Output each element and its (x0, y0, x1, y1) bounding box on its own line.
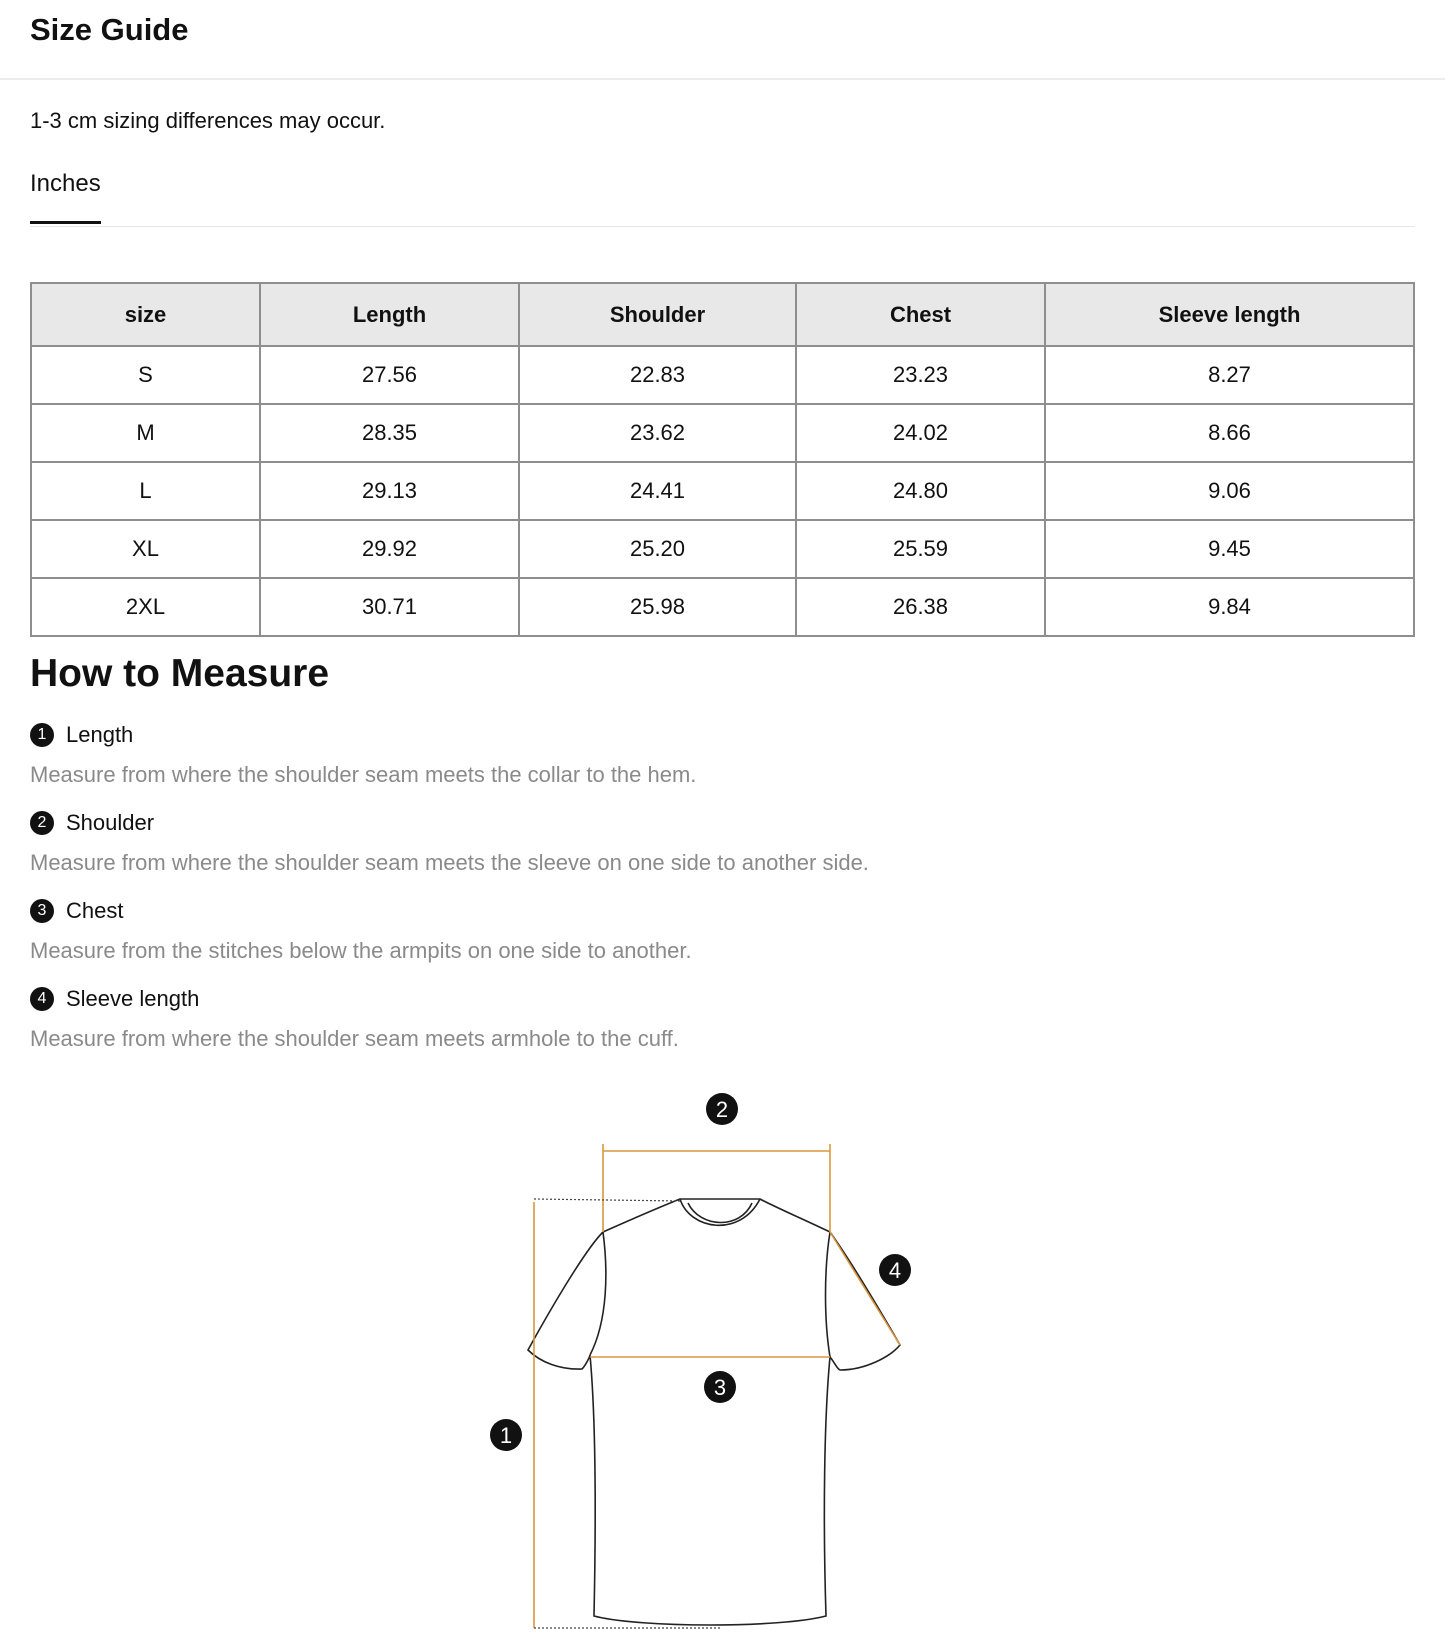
svg-text:1: 1 (499, 1423, 513, 1448)
dotted-guides (534, 1199, 720, 1628)
cell-chest: 25.59 (796, 520, 1045, 578)
table-header-row (31, 283, 1414, 346)
number-2-icon: 2 (30, 811, 54, 835)
table-row (31, 346, 1414, 404)
tab-inches[interactable]: Inches (30, 168, 101, 224)
measure-desc: Measure from where the shoulder seam meets armhole to the cuff. (30, 1026, 679, 1051)
tshirt-measure-diagram (490, 1080, 950, 1643)
cell-size: XL (31, 520, 260, 578)
sizing-note: 1-3 cm sizing differences may occur. (30, 108, 386, 133)
marker-1-icon (490, 1419, 522, 1451)
cell-chest: 24.02 (796, 404, 1045, 462)
page-title: Size Guide (30, 12, 189, 47)
measure-name: Length (66, 722, 134, 747)
col-header-sleeve-length: Sleeve length (1045, 283, 1414, 346)
number-1-icon: 1 (30, 723, 54, 747)
cell-shoulder: 23.62 (519, 404, 796, 462)
how-to-measure-title: How to Measure (30, 652, 330, 695)
col-header-chest: Chest (796, 283, 1045, 346)
cell-size: M (31, 404, 260, 462)
cell-chest: 26.38 (796, 578, 1045, 636)
measure-name: Chest (66, 898, 124, 923)
marker-2-icon (706, 1093, 738, 1125)
col-header-length: Length (260, 283, 519, 346)
svg-text:3: 3 (713, 1375, 727, 1400)
cell-length: 29.13 (260, 462, 519, 520)
measure-desc: Measure from the stitches below the armpits on one side to another. (30, 938, 692, 963)
cell-sleeve-length: 9.84 (1045, 578, 1414, 636)
cell-chest: 24.80 (796, 462, 1045, 520)
measure-name: Shoulder (66, 810, 155, 835)
col-header-size: size (31, 283, 260, 346)
cell-shoulder: 25.20 (519, 520, 796, 578)
table-row (31, 578, 1414, 636)
number-4-icon: 4 (30, 987, 54, 1011)
measure-item-shoulder (30, 806, 1415, 894)
cell-sleeve-length: 9.06 (1045, 462, 1414, 520)
measure-desc: Measure from where the shoulder seam meets the collar to the hem. (30, 762, 697, 787)
cell-sleeve-length: 8.27 (1045, 346, 1414, 404)
cell-size: S (31, 346, 260, 404)
col-header-shoulder: Shoulder (519, 283, 796, 346)
cell-size: 2XL (31, 578, 260, 636)
tshirt-outline-icon (528, 1199, 900, 1625)
table-row (31, 462, 1414, 520)
cell-sleeve-length: 9.45 (1045, 520, 1414, 578)
measure-item-sleeve-length (30, 982, 1415, 1070)
svg-text:2: 2 (715, 1097, 729, 1122)
cell-shoulder: 25.98 (519, 578, 796, 636)
marker-3-icon (704, 1371, 736, 1403)
measure-item-length (30, 718, 1415, 806)
cell-shoulder: 24.41 (519, 462, 796, 520)
cell-sleeve-length: 8.66 (1045, 404, 1414, 462)
diagram-markers (490, 1093, 911, 1451)
unit-tabs (30, 168, 1415, 227)
cell-shoulder: 22.83 (519, 346, 796, 404)
table-row (31, 520, 1414, 578)
measure-name: Sleeve length (66, 986, 200, 1011)
cell-length: 29.92 (260, 520, 519, 578)
header (0, 0, 1445, 80)
measure-list (30, 718, 1415, 1070)
size-table (30, 282, 1415, 637)
table-row (31, 404, 1414, 462)
measure-desc: Measure from where the shoulder seam meets the sleeve on one side to another side. (30, 850, 869, 875)
measure-item-chest (30, 894, 1415, 982)
svg-text:4: 4 (888, 1258, 902, 1283)
cell-length: 27.56 (260, 346, 519, 404)
cell-size: L (31, 462, 260, 520)
number-3-icon: 3 (30, 899, 54, 923)
cell-length: 28.35 (260, 404, 519, 462)
cell-chest: 23.23 (796, 346, 1045, 404)
marker-4-icon (879, 1254, 911, 1286)
cell-length: 30.71 (260, 578, 519, 636)
